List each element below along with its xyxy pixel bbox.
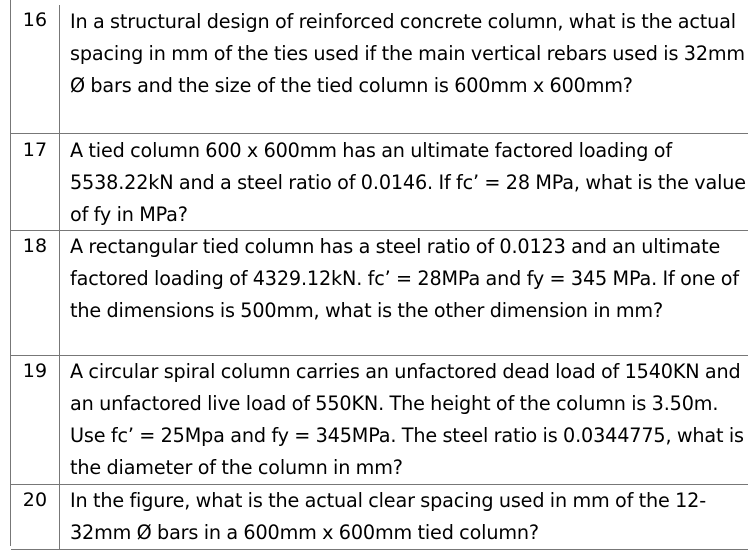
question-text: In a structural design of reinforced concrete column, what is the actual spacing in mm of the ties used if the main vertical rebars used is 32mm Ø bars and the size of the tied column is 600mm x 600mm? — [60, 5, 748, 134]
question-text: In the figure, what is the actual clear spacing used in mm of the 12-32mm Ø bars in a 600mm x 600mm tied column? — [60, 485, 748, 550]
question-number: 18 — [11, 231, 60, 356]
question-row — [11, 231, 748, 356]
question-row — [11, 134, 748, 231]
question-number: 20 — [11, 485, 60, 550]
question-row — [11, 5, 748, 134]
questions-table — [11, 5, 748, 550]
question-text: A rectangular tied column has a steel ratio of 0.0123 and an ultimate factored loading of 4329.12kN. fc’ = 28MPa and fy = 345 MPa. If one of the dimensions is 500mm, what is the other dimension in mm? — [60, 231, 748, 356]
question-number: 16 — [11, 5, 60, 134]
question-text: A tied column 600 x 600mm has an ultimate factored loading of 5538.22kN and a steel ratio of 0.0146. If fc’ = 28 MPa, what is the value of fy in MPa? — [60, 134, 748, 231]
question-sheet — [10, 0, 748, 546]
question-number: 17 — [11, 134, 60, 231]
question-row — [11, 485, 748, 550]
question-row — [11, 356, 748, 485]
question-text: A circular spiral column carries an unfactored dead load of 1540KN and an unfactored live load of 550KN. The height of the column is 3.50m. Use fc’ = 25Mpa and fy = 345MPa. The steel ratio is 0.0344775, what is the diameter of the column in mm? — [60, 356, 748, 485]
question-number: 19 — [11, 356, 60, 485]
